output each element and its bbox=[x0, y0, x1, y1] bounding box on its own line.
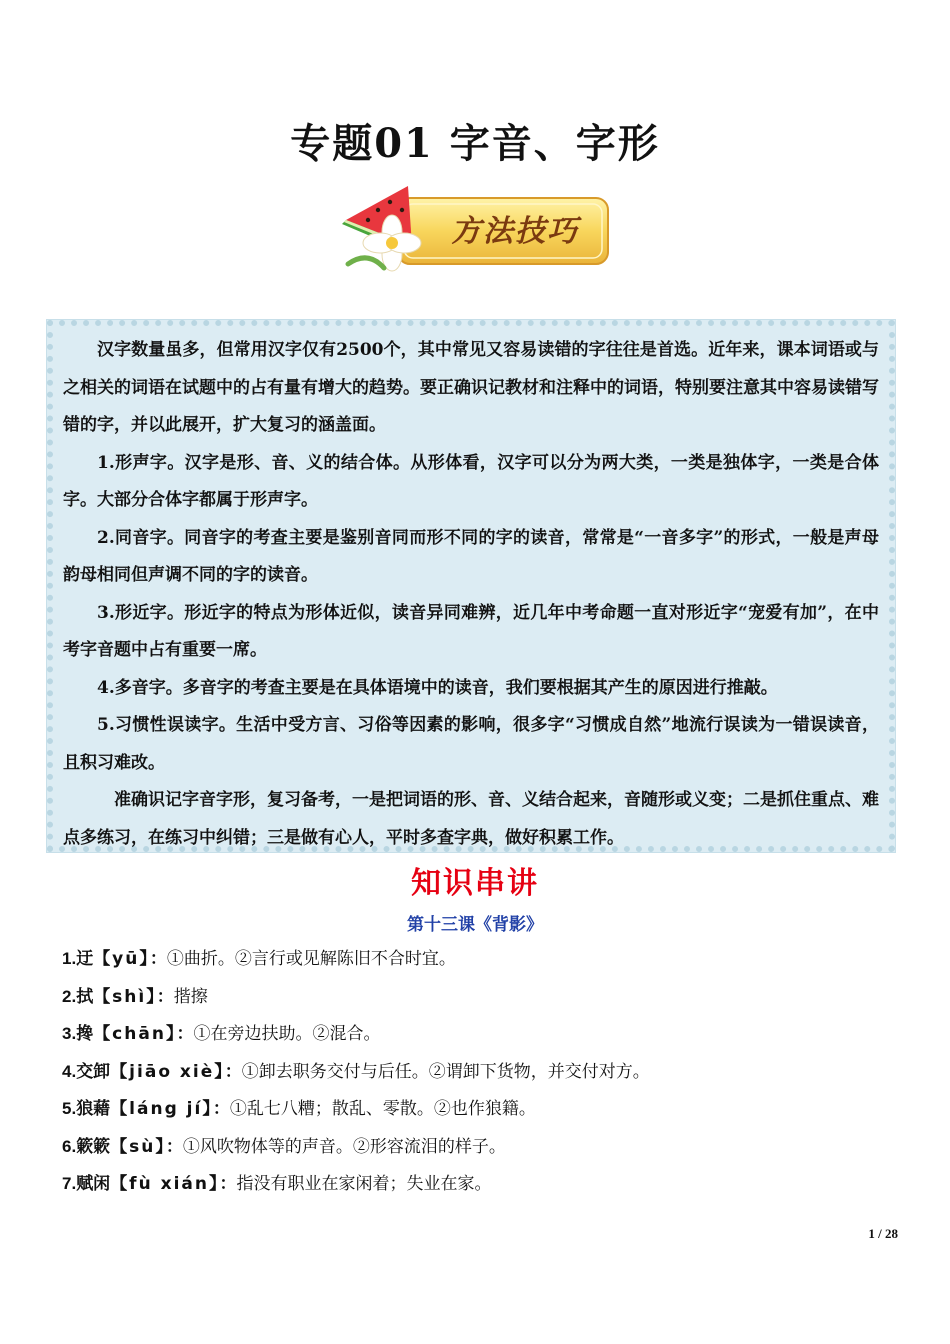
vocab-word: 狼藉 bbox=[76, 1099, 111, 1119]
vocab-word: 拭 bbox=[76, 986, 94, 1007]
vocab-list bbox=[62, 940, 912, 1203]
page-title: 专题01 字音、字形 bbox=[290, 120, 660, 167]
vocab-definition: ①卸去职务交付与后任。②谓卸下货物，并交付对方。 bbox=[241, 1061, 650, 1082]
closing-paragraph: 准确识记字音字形，复习备考，一是把词语的形、音、义结合起来，音随形或义变；二是抓住重点、难点多练习，在练习中纠错；三是做有心人，平时多查字典，做好积累工作。 bbox=[63, 790, 879, 848]
vocab-item: 1.迂【yū】：①曲折。②言行或见解陈旧不合时宜。 bbox=[62, 949, 456, 969]
vocab-definition: 揩擦 bbox=[173, 986, 208, 1007]
vocab-item: 4.交卸【jiāo xiè】：①卸去职务交付与后任。②谓卸下货物，并交付对方。 bbox=[62, 1061, 650, 1082]
vocab-word: 交卸 bbox=[76, 1061, 111, 1082]
tip-xingsheng: 1.形声字。汉字是形、音、义的结合体。从形体看，汉字可以分为两大类，一类是独体字，一类是合体字。大部分合体字都属于形声字。 bbox=[63, 452, 879, 510]
vocab-item: 3.搀【chān】：①在旁边扶助。②混合。 bbox=[62, 1024, 381, 1044]
intro-paragraph: 汉字数量虽多，但常用汉字仅有2500个，其中常见又容易读错的字往往是首选。近年来，课本词语或与之相关的词语在试题中的占有量有增大的趋势。要正确识记教材和注释中的词语，特别要注意其中容易读错写错的字，并以此展开，扩大复习的涵盖面。 bbox=[63, 340, 879, 435]
tip-xingjin: 3.形近字。形近字的特点为形体近似，读音异同难辨，近几年中考命题一直对形近字“宠爱有加”，在中考字音题中占有重要一席。 bbox=[63, 602, 879, 660]
vocab-definition: 指没有职业在家闲着；失业在家。 bbox=[236, 1174, 492, 1194]
vocab-definition: ①风吹物体等的声音。②形容流泪的样子。 bbox=[182, 1136, 506, 1157]
tip-tongyin: 2.同音字。同音字的考查主要是鉴别音同而形不同的字的读音，常常是“一音多字”的形式，一般是声母韵母相同但声调不同的字的读音。 bbox=[63, 527, 879, 585]
banner-label: 方法技巧 bbox=[451, 214, 579, 249]
vocab-word: 簌簌 bbox=[76, 1136, 111, 1157]
vocab-word: 迂 bbox=[76, 949, 94, 969]
vocab-item: 2.拭【shì】：揩擦 bbox=[62, 986, 208, 1007]
section-title: 知识串讲 bbox=[411, 866, 539, 901]
vocab-word: 赋闲 bbox=[76, 1174, 111, 1194]
vocab-pinyin: 【jiāo xiè】 bbox=[110, 1061, 225, 1082]
vocab-item: 5.狼藉【láng jí】：①乱七八糟；散乱、零散。②也作狼籍。 bbox=[62, 1099, 536, 1119]
method-banner bbox=[338, 180, 614, 276]
vocab-pinyin: 【láng jí】 bbox=[110, 1099, 213, 1119]
vocab-pinyin: 【shì】 bbox=[93, 986, 157, 1007]
vocab-definition: ①在旁边扶助。②混合。 bbox=[193, 1024, 381, 1044]
vocab-definition: ①乱七八糟；散乱、零散。②也作狼籍。 bbox=[229, 1099, 536, 1119]
vocab-definition: ①曲折。②言行或见解陈旧不合时宜。 bbox=[166, 949, 456, 969]
tip-duoyin: 4.多音字。多音字的考查主要是在具体语境中的读音，我们要根据其产生的原因进行推敲。 bbox=[97, 677, 778, 698]
vocab-item: 7.赋闲【fù xián】：指没有职业在家闲着；失业在家。 bbox=[62, 1174, 492, 1194]
vocab-pinyin: 【chān】 bbox=[93, 1024, 177, 1044]
lesson-title: 第十三课《背影》 bbox=[407, 915, 543, 935]
vocab-pinyin: 【yū】 bbox=[93, 949, 150, 969]
vocab-item: 6.簌簌【sù】：①风吹物体等的声音。②形容流泪的样子。 bbox=[62, 1136, 506, 1157]
vocab-pinyin: 【sù】 bbox=[110, 1136, 166, 1157]
vocab-word: 搀 bbox=[76, 1024, 94, 1044]
vocab-pinyin: 【fù xián】 bbox=[110, 1174, 220, 1194]
method-tips-box bbox=[47, 320, 895, 852]
tip-guanxing: 5.习惯性误读字。生活中受方言、习俗等因素的影响，很多字“习惯成自然”地流行误读为一错误读音，且积习难改。 bbox=[63, 715, 879, 773]
page-number: 1 / 28 bbox=[868, 1226, 898, 1241]
